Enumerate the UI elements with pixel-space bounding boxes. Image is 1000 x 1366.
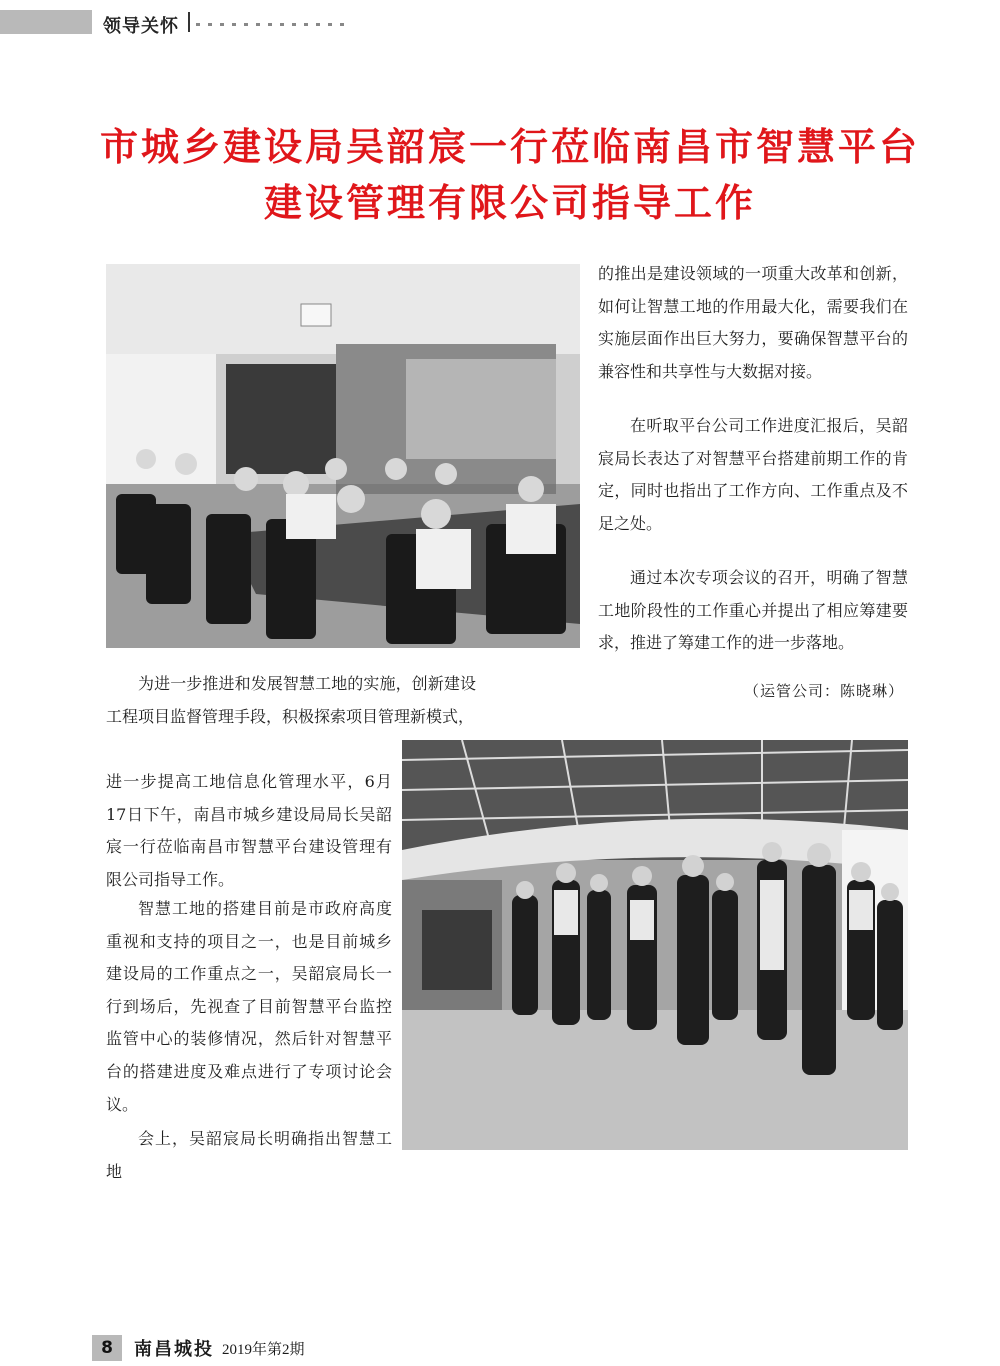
left-paragraph-1a: 为进一步推进和发展智慧工地的实施，创新建设工程项目监督管理手段，积极探索项目管理新模式， — [106, 674, 476, 726]
magazine-name: 南昌城投 — [134, 1339, 214, 1360]
issue-label: 2019年第2期 — [222, 1341, 305, 1358]
page-header — [0, 0, 1000, 40]
header-gray-block — [0, 10, 92, 34]
right-paragraph-3: 通过本次专项会议的召开，明确了智慧工地阶段性的工作重心并提出了相应筹建要求，推进了筹建工作的进一步落地。 — [598, 568, 908, 653]
header-divider — [188, 12, 190, 32]
site-inspection-photo — [402, 740, 908, 1150]
header-dots — [196, 23, 344, 26]
section-label: 领导关怀 — [103, 16, 179, 37]
page-footer — [92, 1334, 305, 1362]
right-paragraph-1: 的推出是建设领域的一项重大改革和创新，如何让智慧工地的作用最大化，需要我们在实施层面作出巨大努力，要确保智慧平台的兼容性和共享性与大数据对接。 — [598, 264, 908, 381]
page-number: 8 — [92, 1335, 122, 1361]
right-paragraph-2: 在听取平台公司工作进度汇报后，吴韶宸局长表达了对智慧平台搭建前期工作的肯定，同时也指出了工作方向、工作重点及不足之处。 — [598, 416, 908, 533]
left-paragraph-2: 智慧工地的搭建目前是市政府高度重视和支持的项目之一，也是目前城乡建设局的工作重点之一，吴韶宸局长一行到场后，先视查了目前智慧平台监控监管中心的装修情况，然后针对智慧平台的搭建进度及难点进行了专项讨论会议。 — [106, 899, 392, 1114]
left-paragraph-3: 会上，吴韶宸局长明确指出智慧工地 — [106, 1129, 392, 1181]
meeting-room-photo — [106, 264, 580, 648]
article-title-line1: 市城乡建设局吴韶宸一行莅临南昌市智慧平台 — [100, 124, 921, 169]
left-paragraph-1b: 进一步提高工地信息化管理水平，6月17日下午，南昌市城乡建设局局长吴韶宸一行莅临南昌市智慧平台建设管理有限公司指导工作。 — [106, 772, 392, 889]
article-title-line2: 建设管理有限公司指导工作 — [263, 180, 756, 225]
author-byline: （运管公司：陈晓琳） — [743, 682, 904, 700]
